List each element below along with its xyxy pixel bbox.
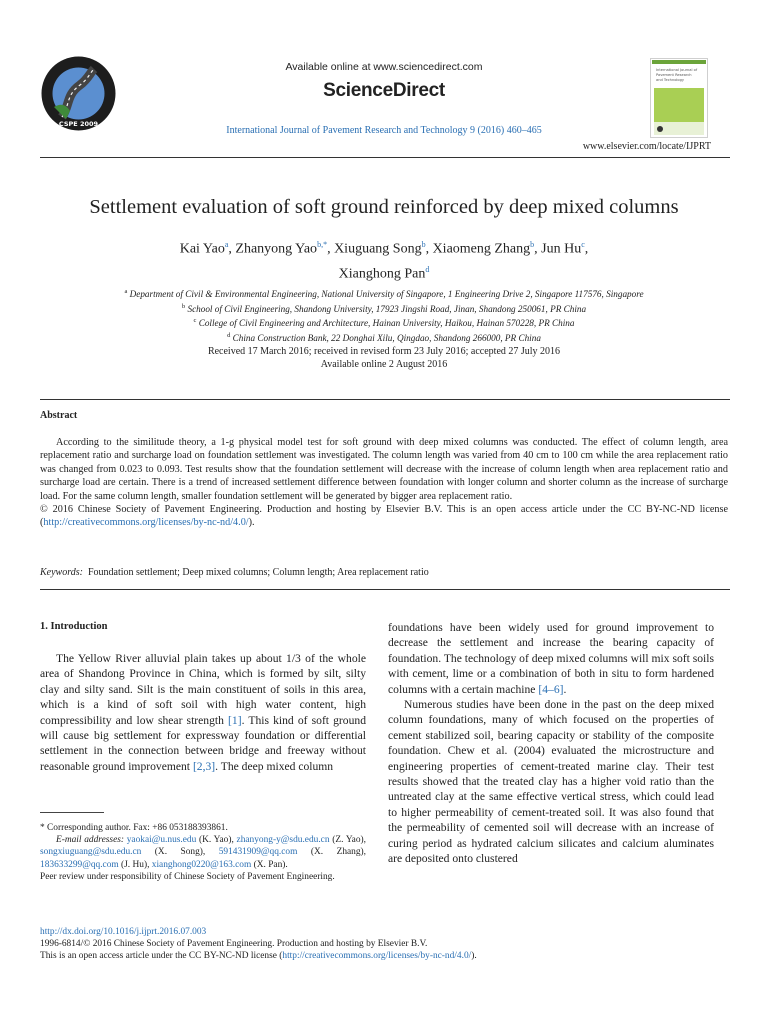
author-affiliation-mark[interactable]: a: [224, 240, 229, 249]
affiliation-line: $^d$ China Construction Bank, 22 Donghai Xilu, Qingdao, Shandong 266000, PR China: [227, 331, 541, 343]
abstract-top-rule: [40, 399, 730, 400]
logo-text: CSPE 2009: [58, 120, 99, 128]
intro-paragraph-right: foundations have been widely used for ground improvement to decrease the settlement and increase the bearing capacity of foundation. The technology of deep mixed columns will mix soft soils with cement, lime or a combination of both in situ to form hardened columns with a certain machine [4–6]. Numerous studies have been done in the past on the deep mixed column foundations, many of which focused on the properties of cement stabilized soil, bearing capacity or stability of the composite foundation. Chew et al. (2004) evaluated the microstructure and engineering properties of cement-treated marine clay. Their test results showed that the treated clay has a higher void ratio than the untreated clay at the same effective vertical stress, which could lead to higher permeability of cement-treated soil. It was also found that the permeability of cemented soil will decrease with an increase of curing period as hydrated calcium silicates and calcium aluminates are deposited onto clustered: [388, 621, 714, 866]
affiliation-line: $^b$ School of Civil Engineering, Shandong University, 17923 Jingshi Road, Jinan, Shandong 250061, PR China: [181, 302, 587, 314]
open-access-line: This is an open access article under the CC BY-NC-ND license (http://creativecommons.org/licenses/by-nc-nd/4.0/).: [40, 951, 477, 962]
keywords: [40, 567, 429, 578]
author: Jun Hu: [541, 241, 582, 257]
email-link[interactable]: songxiuguang@sdu.edu.cn: [40, 847, 142, 858]
svg-text:Pavement Research: Pavement Research: [656, 73, 692, 77]
intro-paragraph-left: The Yellow River alluvial plain takes up about 1/3 of the whole area of Shandong Province in China, which is formed by silt, silty clay and silty sand. Silt is the main constituent of soils in this area, which is a kind of soft soil with high water content, high compressibility and low shear strength [1]. This kind of soft ground will cause big settlement for expressway foundation or differential settlement in the connection between bridge and freeway without reasonable ground improvement [2,3]. The deep mixed column: [40, 652, 366, 773]
author: Kai Yao: [179, 241, 225, 257]
email-link[interactable]: 183633299@qq.com: [40, 859, 119, 870]
journal-locator[interactable]: www.elsevier.com/locate/IJPRT: [582, 141, 711, 152]
abstract-bottom-rule: [40, 589, 730, 590]
email-link[interactable]: yaokai@u.nus.edu: [126, 835, 197, 846]
author-affiliation-mark[interactable]: b,*: [317, 240, 328, 249]
email-link[interactable]: xianghong0220@163.com: [151, 859, 252, 870]
article-history: [40, 345, 728, 371]
peer-review-note: Peer review under responsibility of Chinese Society of Pavement Engineering.: [40, 871, 335, 882]
keywords-label: Keywords:: [40, 567, 83, 578]
doi-link[interactable]: http://dx.doi.org/10.1016/j.ijprt.2016.07.003: [40, 927, 207, 937]
issn-line: 1996-6814/© 2016 Chinese Society of Pavement Engineering. Production and hosting by Elsevier B.V.: [40, 939, 428, 950]
received-dates: Received 17 March 2016; received in revised form 23 July 2016; accepted 27 July 2016: [207, 346, 561, 357]
intro-paragraph-2: Numerous studies have been done in the past on the deep mixed column foundations, many of which focused on the properties of cement stabilized soil, bearing capacity or stability of the composite foundation. Chew et al. (2004) evaluated the microstructure and engineering properties of cement-treated marine clay. Their test results showed that the treated clay has a higher void ratio than the untreated clay at the same effective vertical stress, which could lead to higher permeability of cement-treated soil. It was also found that the permeability of cemented soil will decrease with an increase of curing period as hydrated calcium silicates and calcium aluminates are deposited onto clustered: [388, 698, 714, 866]
affiliation-line: $^c$ College of Civil Engineering and Architecture, Hainan University, Haikou, Hainan 570228, PR China: [193, 317, 575, 329]
author-affiliation-mark[interactable]: b: [421, 240, 426, 249]
sciencedirect-brand[interactable]: ScienceDirect: [323, 80, 445, 101]
affiliation-line: $^a$ Department of Civil & Environmental Engineering, National University of Singapore, 1 Engineering Drive 2, Singapore 117576, Singapore: [124, 288, 644, 300]
author: Xiaomeng Zhang: [432, 241, 531, 257]
author-affiliation-mark[interactable]: b: [530, 240, 535, 249]
abstract-heading: Abstract: [40, 410, 78, 421]
email-addresses: E-mail addresses: yaokai@u.nus.edu (K. Yao), zhanyong-y@sdu.edu.cn (Z. Yao), songxiuguang@sdu.edu.cn (X. Song), 591431909@qq.com (X. Zhang), 183633299@qq.com (J. Hu), xianghong0220@163.com (X. Pan).: [40, 835, 367, 870]
author: Xiuguang Song: [334, 241, 422, 257]
affiliations: [40, 286, 728, 344]
keywords-list: Foundation settlement; Deep mixed columns; Column length; Area replacement ratio: [87, 567, 429, 578]
footnotes: [40, 822, 366, 883]
available-online: Available online at www.sciencedirect.com: [285, 61, 483, 73]
corresponding-author: * Corresponding author. Fax: +86 053188393861.: [40, 823, 228, 833]
email-link[interactable]: zhanyong-y@sdu.edu.cn: [236, 835, 330, 846]
license-link[interactable]: http://creativecommons.org/licenses/by-nc-nd/4.0/: [282, 951, 472, 962]
abstract-text: According to the similitude theory, a 1-g physical model test for soft ground with deep mixed columns was conducted. The effect of column length, area replacement ratio and surcharge load on foundation settlement was investigated. The column length was varied from 40 cm to 100 cm while the area replacement ratio was changed from 0.023 to 0.093. Test results show that the foundation settlement will decrease with the increase of column length when area replacement ratio and surcharge load are certain. There is a trend of increased settlement difference between foundation with longer column and shorter column as the increase of surcharge load. For the same column length, smaller foundation settlement will be generated by bigger area replacement ratio.: [40, 437, 728, 502]
author-list: Kai Yao$^a$, Zhanyong Yao$^{b,*}$, Xiuguang Song$^b$, Xiaomeng Zhang$^b$, Jun Hu$^c$, Xianghong Pan$^d$: [179, 240, 589, 282]
abstract-body: [40, 436, 728, 530]
article-title: Settlement evaluation of soft ground reinforced by deep mixed columns: [89, 196, 679, 218]
license-link[interactable]: http://creativecommons.org/licenses/by-nc-nd/4.0/: [43, 517, 249, 529]
author: Zhanyong Yao: [235, 241, 318, 257]
footnote-rule: [40, 812, 104, 813]
section-heading: 1. Introduction: [40, 621, 108, 632]
author-affiliation-mark[interactable]: d: [425, 264, 430, 274]
page-footer: [40, 926, 728, 963]
citation-link[interactable]: [2,3]: [192, 759, 216, 773]
svg-text:and Technology: and Technology: [656, 78, 685, 82]
email-link[interactable]: 591431909@qq.com: [218, 847, 298, 858]
abstract-copyright: © 2016 Chinese Society of Pavement Engineering. Production and hosting by Elsevier B.V. This is an open access article under the CC BY-NC-ND license (http://creativecommons.org/licenses/by-nc-nd/4.0/).: [40, 504, 728, 529]
author-affiliation-mark[interactable]: c: [581, 240, 585, 249]
citation-link[interactable]: [1]: [228, 713, 242, 727]
header-rule: [40, 157, 730, 158]
author: Xianghong Pan: [338, 266, 426, 282]
available-date: Available online 2 August 2016: [320, 359, 448, 370]
journal-reference[interactable]: International Journal of Pavement Research and Technology 9 (2016) 460–465: [226, 125, 542, 136]
svg-text:International Journal of: International Journal of: [656, 68, 698, 72]
journal-cover: [650, 58, 708, 138]
citation-link[interactable]: [4–6]: [538, 682, 564, 696]
